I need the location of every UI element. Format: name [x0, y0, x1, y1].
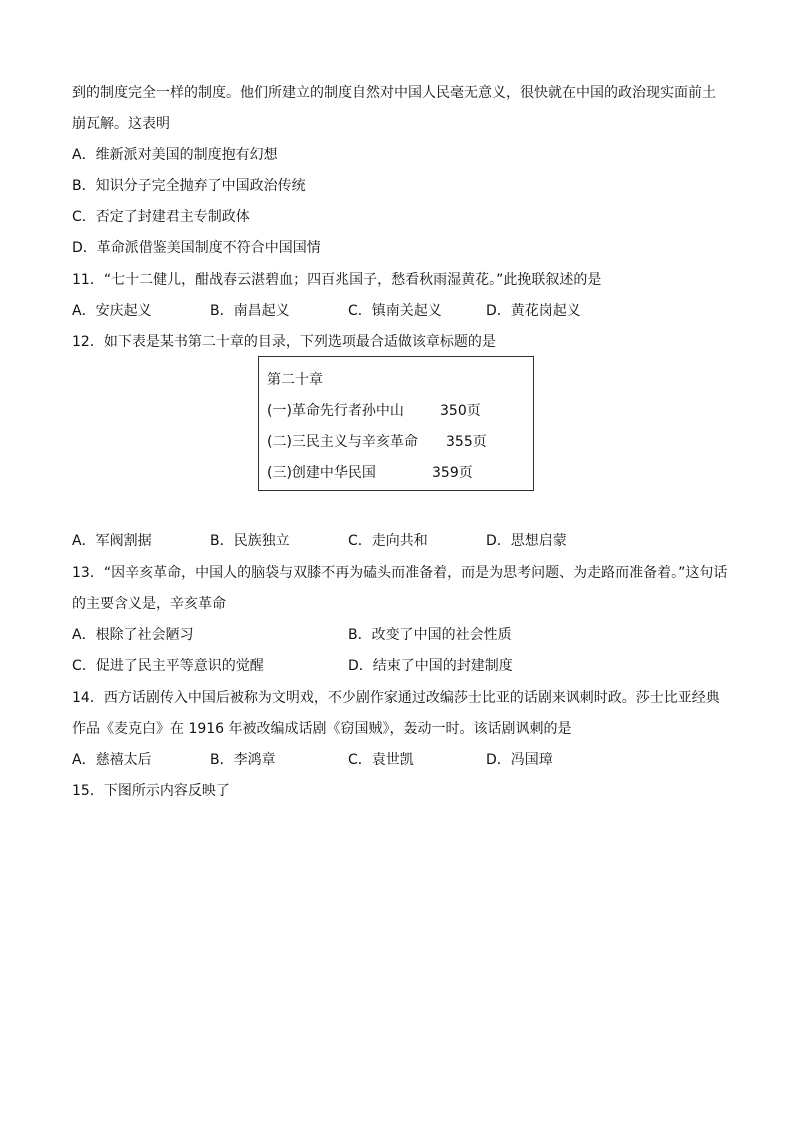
toc-chapter-title: 第二十章 — [267, 372, 323, 388]
toc-row-page: 355页 — [446, 434, 487, 450]
toc-row-page: 359页 — [432, 465, 473, 481]
q13-option-b: B．改变了中国的社会性质 — [348, 627, 512, 643]
q11-option-b: B．南昌起义 — [210, 303, 290, 319]
q10-option-a: A．维新派对美国的制度抱有幻想 — [72, 147, 278, 163]
q13-stem-line1: 13．“因辛亥革命，中国人的脑袋与双膝不再为磕头而准备着，而是为思考问题、为走路而准备着。”这句话 — [72, 565, 728, 581]
toc-row-title: (一)革命先行者孙中山 — [267, 403, 404, 419]
q14-option-b: B．李鸿章 — [210, 752, 276, 768]
q13-stem-line2: 的主要含义是，辛亥革命 — [72, 596, 226, 612]
q12-option-a: A．军阀割据 — [72, 533, 152, 549]
q12-stem: 12．如下表是某书第二十章的目录，下列选项最合适做该章标题的是 — [72, 334, 496, 350]
toc-row-title: (三)创建中华民国 — [267, 465, 376, 481]
q10-stem-line2: 崩瓦解。这表明 — [72, 116, 170, 132]
q11-stem: 11．“七十二健儿，酣战春云湛碧血；四百兆国子，愁看秋雨湿黄花。”此挽联叙述的是 — [72, 272, 602, 288]
toc-row-page: 350页 — [440, 403, 481, 419]
q12-option-c: C．走向共和 — [348, 533, 428, 549]
q14-option-c: C．袁世凯 — [348, 752, 414, 768]
q12-option-d: D．思想启蒙 — [486, 533, 567, 549]
q13-option-a: A．根除了社会陋习 — [72, 627, 194, 643]
q10-stem-line1: 到的制度完全一样的制度。他们所建立的制度自然对中国人民毫无意义，很快就在中国的政治现实面前土 — [72, 85, 716, 101]
q14-stem-line2: 作品《麦克白》在 1916 年被改编成话剧《窃国贼》，轰动一时。该话剧讽刺的是 — [72, 721, 572, 737]
q11-option-c: C．镇南关起义 — [348, 303, 442, 319]
table-of-contents-box — [258, 356, 534, 491]
q10-option-c: C．否定了封建君主专制政体 — [72, 209, 250, 225]
q13-option-d: D．结束了中国的封建制度 — [348, 658, 513, 674]
q14-option-a: A．慈禧太后 — [72, 752, 152, 768]
q12-option-b: B．民族独立 — [210, 533, 290, 549]
q14-option-d: D．冯国璋 — [486, 752, 553, 768]
q15-stem: 15．下图所示内容反映了 — [72, 783, 230, 799]
toc-row-title: (二)三民主义与辛亥革命 — [267, 434, 418, 450]
q10-option-b: B．知识分子完全抛弃了中国政治传统 — [72, 178, 306, 194]
q10-option-d: D．革命派借鉴美国制度不符合中国国情 — [72, 240, 321, 256]
q11-option-a: A．安庆起义 — [72, 303, 152, 319]
q11-option-d: D．黄花岗起义 — [486, 303, 581, 319]
q13-option-c: C．促进了民主平等意识的觉醒 — [72, 658, 264, 674]
q14-stem-line1: 14．西方话剧传入中国后被称为文明戏，不少剧作家通过改编莎士比亚的话剧来讽刺时政。莎士比亚经典 — [72, 690, 720, 706]
